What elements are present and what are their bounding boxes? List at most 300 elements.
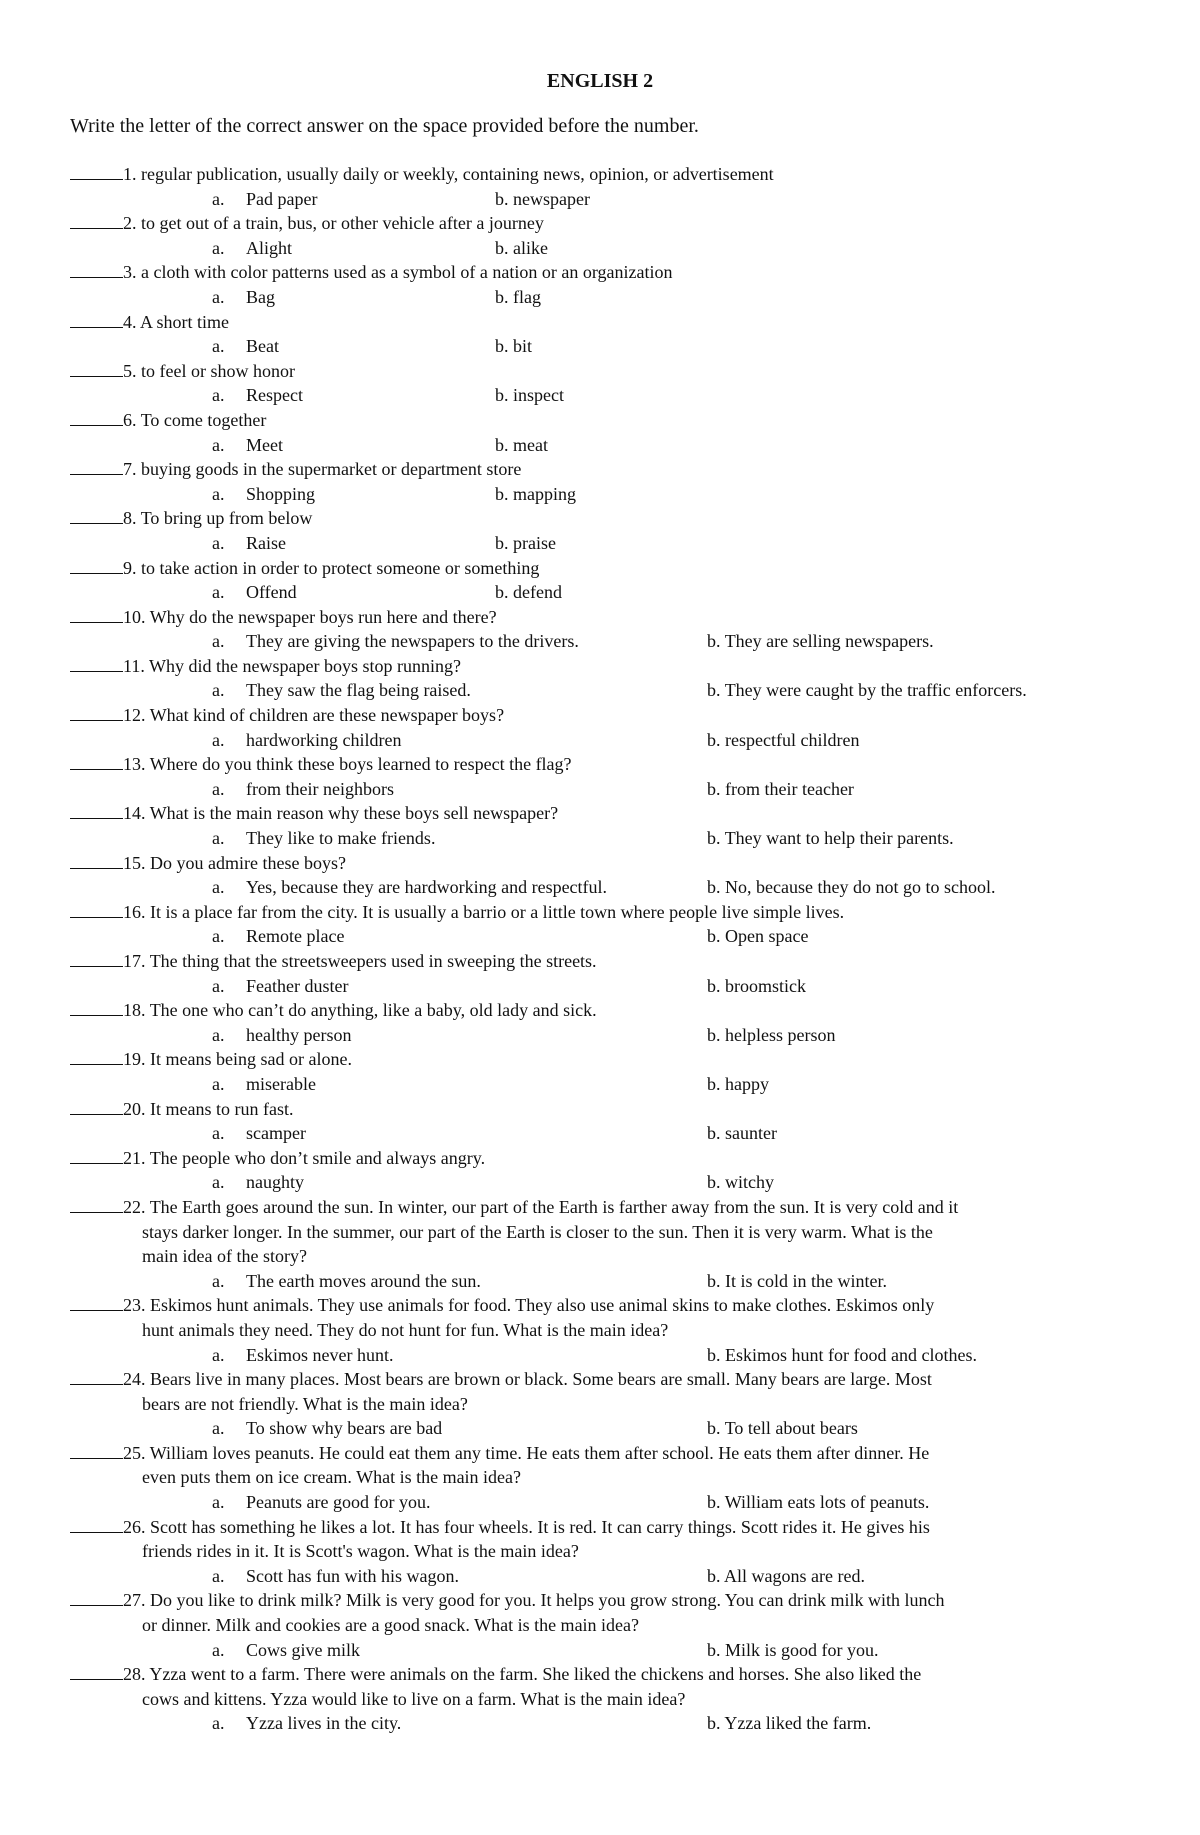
option-text: happy: [725, 1073, 769, 1094]
option-b[interactable]: [707, 1490, 929, 1515]
option-text: newspaper: [513, 188, 590, 209]
option-letter: b.: [495, 237, 513, 258]
question-line: [70, 654, 1150, 679]
option-letter: b.: [707, 975, 725, 996]
question-line: [70, 752, 1150, 777]
option-letter: b.: [707, 1344, 725, 1365]
answer-options: [70, 236, 1150, 261]
question-number: 8.: [123, 508, 137, 529]
option-b[interactable]: [707, 777, 854, 802]
answer-options: [70, 1170, 1150, 1195]
option-text: To tell about bears: [724, 1418, 858, 1439]
option-a[interactable]: [212, 187, 317, 212]
question-item: [70, 998, 1150, 1047]
option-a[interactable]: [212, 1564, 459, 1589]
question-text: To bring up from below: [140, 508, 313, 529]
option-b[interactable]: [707, 1711, 871, 1736]
option-text: They were caught by the traffic enforcers.: [724, 680, 1027, 701]
answer-options: [70, 1564, 1150, 1589]
option-letter: b.: [495, 385, 513, 406]
answer-options: [70, 1121, 1150, 1146]
question-line: [70, 408, 1150, 433]
option-letter: a.: [212, 680, 225, 701]
question-text: What is the main reason why these boys sell newspaper?: [149, 803, 559, 824]
question-line: [70, 1047, 1150, 1072]
question-item: [70, 752, 1150, 801]
question-text-continued: cows and kittens. Yzza would like to live on a farm. What is the main idea?: [142, 1688, 686, 1709]
option-text: Beat: [246, 336, 279, 357]
option-text: They want to help their parents.: [724, 828, 954, 849]
option-letter: b.: [495, 532, 513, 553]
question-item: [70, 359, 1150, 408]
option-letter: b.: [707, 1024, 725, 1045]
answer-options: [70, 777, 1150, 802]
option-letter: b.: [495, 483, 513, 504]
option-a[interactable]: [212, 629, 579, 654]
option-text: praise: [513, 532, 556, 553]
option-letter: b.: [707, 1270, 725, 1291]
answer-blank[interactable]: [70, 1001, 123, 1016]
answer-blank[interactable]: [70, 165, 123, 180]
question-number: 22.: [123, 1196, 146, 1217]
option-text: They are selling newspapers.: [724, 631, 934, 652]
question-number: 14.: [123, 803, 146, 824]
option-a[interactable]: [212, 1711, 401, 1736]
question-item: [70, 1441, 1150, 1515]
option-text: Offend: [246, 582, 297, 603]
question-number: 11.: [123, 655, 145, 676]
answer-blank[interactable]: [70, 1296, 123, 1311]
option-letter: b.: [707, 631, 725, 652]
answer-options: [70, 1269, 1150, 1294]
option-b[interactable]: [707, 1170, 774, 1195]
option-a[interactable]: [212, 482, 315, 507]
option-letter: a.: [212, 1270, 225, 1291]
question-item: [70, 506, 1150, 555]
option-text: Yzza liked the farm.: [724, 1713, 872, 1734]
answer-blank[interactable]: [70, 1518, 123, 1533]
option-letter: a.: [212, 828, 225, 849]
option-a[interactable]: [212, 678, 471, 703]
question-text-continued: or dinner. Milk and cookies are a good snack. What is the main idea?: [142, 1615, 640, 1636]
option-text: They like to make friends.: [246, 828, 436, 849]
option-text: broomstick: [725, 975, 806, 996]
question-number: 12.: [123, 705, 146, 726]
option-b[interactable]: [707, 924, 808, 949]
question-text: It means to run fast.: [150, 1098, 294, 1119]
option-b[interactable]: [707, 1343, 977, 1368]
option-text: Respect: [246, 385, 303, 406]
option-b[interactable]: [495, 482, 576, 507]
question-number: 9.: [123, 557, 137, 578]
answer-blank[interactable]: [70, 903, 123, 918]
question-text: The thing that the streetsweepers used in sweeping the streets.: [149, 951, 597, 971]
question-item: [70, 1588, 1150, 1662]
option-letter: a.: [212, 483, 225, 504]
option-b[interactable]: [707, 1416, 858, 1441]
answer-options: [70, 875, 1150, 900]
option-a[interactable]: [212, 826, 435, 851]
option-text: Raise: [246, 532, 286, 553]
option-text: naughty: [246, 1172, 304, 1193]
answer-options: [70, 1023, 1150, 1048]
option-text: Peanuts are good for you.: [246, 1492, 431, 1513]
option-a[interactable]: [212, 236, 292, 261]
question-number: 2.: [123, 213, 137, 234]
option-letter: b.: [707, 1172, 725, 1193]
option-a[interactable]: [212, 728, 401, 753]
answer-options: [70, 1638, 1150, 1663]
question-number: 7.: [123, 459, 137, 480]
question-line: [70, 310, 1150, 335]
question-line: [70, 457, 1150, 482]
answer-options: [70, 1072, 1150, 1097]
answer-blank[interactable]: [70, 559, 123, 574]
answer-blank[interactable]: [70, 411, 123, 426]
option-a[interactable]: [212, 580, 297, 605]
option-b[interactable]: [707, 1121, 777, 1146]
option-text: Remote place: [246, 926, 345, 947]
question-item: [70, 211, 1150, 260]
question-item: [70, 1515, 1150, 1589]
question-line: [70, 162, 1150, 187]
question-line: [70, 900, 1150, 925]
option-letter: a.: [212, 385, 225, 406]
option-a[interactable]: [212, 1121, 306, 1146]
option-a[interactable]: [212, 924, 344, 949]
answer-blank[interactable]: [70, 214, 123, 229]
question-text: William loves peanuts. He could eat them any time. He eats them after school. He eats them after dinner. He: [149, 1442, 930, 1463]
option-letter: a.: [212, 1418, 225, 1439]
answer-options: [70, 482, 1150, 507]
question-item: [70, 1146, 1150, 1195]
question-item: [70, 851, 1150, 900]
option-a[interactable]: [212, 1023, 351, 1048]
option-letter: a.: [212, 434, 225, 455]
option-letter: b.: [707, 1418, 725, 1439]
option-letter: a.: [212, 1123, 225, 1144]
option-a[interactable]: [212, 875, 607, 900]
option-letter: b.: [707, 1713, 725, 1734]
question-item: [70, 1293, 1150, 1367]
option-letter: a.: [212, 1344, 225, 1365]
option-letter: a.: [212, 237, 225, 258]
option-a[interactable]: [212, 777, 394, 802]
option-b[interactable]: [495, 285, 541, 310]
option-text: alike: [513, 237, 548, 258]
option-b[interactable]: [707, 1638, 879, 1663]
answer-blank[interactable]: [70, 755, 123, 770]
option-a[interactable]: [212, 1638, 360, 1663]
option-b[interactable]: [495, 433, 548, 458]
option-letter: b.: [707, 778, 725, 799]
question-item: [70, 703, 1150, 752]
option-letter: a.: [212, 1639, 225, 1660]
question-line: [70, 1367, 1150, 1392]
question-number: 3.: [123, 262, 137, 283]
option-text: Bag: [246, 286, 275, 307]
question-list: [70, 162, 1150, 1736]
option-letter: b.: [707, 1492, 725, 1513]
answer-blank[interactable]: [70, 1149, 123, 1164]
option-text: No, because they do not go to school.: [725, 877, 996, 898]
option-b[interactable]: [707, 1072, 769, 1097]
question-number: 24.: [123, 1369, 146, 1390]
option-a[interactable]: [212, 1269, 481, 1294]
option-a[interactable]: [212, 1072, 316, 1097]
answer-options: [70, 1343, 1150, 1368]
question-text-continued: stays darker longer. In the summer, our part of the Earth is closer to the sun. Then it is very warm. What is the: [142, 1221, 933, 1242]
question-line: [70, 703, 1150, 728]
option-text: Meet: [246, 434, 283, 455]
answer-blank[interactable]: [70, 657, 123, 672]
option-b[interactable]: [495, 580, 562, 605]
option-text: Shopping: [246, 483, 316, 504]
question-text: to feel or show honor: [141, 360, 295, 381]
question-item: [70, 801, 1150, 850]
question-line: [70, 1588, 1150, 1613]
answer-blank[interactable]: [70, 1100, 123, 1115]
option-letter: b.: [707, 680, 725, 701]
question-line: [70, 1097, 1150, 1122]
option-b[interactable]: [495, 236, 548, 261]
question-line: [70, 1146, 1150, 1171]
question-text: A short time: [140, 311, 230, 332]
option-letter: b.: [707, 1565, 725, 1586]
question-text: Eskimos hunt animals. They use animals for food. They also use animal skins to make clothes. Eskimos only: [150, 1295, 935, 1316]
question-text-continued: friends rides in it. It is Scott's wagon. What is the main idea?: [142, 1541, 579, 1562]
answer-blank[interactable]: [70, 706, 123, 721]
option-letter: b.: [707, 828, 725, 849]
question-line: [70, 1515, 1150, 1540]
question-item: [70, 1662, 1150, 1736]
question-line: [70, 211, 1150, 236]
option-letter: a.: [212, 188, 225, 209]
option-letter: b.: [707, 1073, 725, 1094]
answer-options: [70, 974, 1150, 999]
option-letter: b.: [495, 336, 513, 357]
question-item: [70, 900, 1150, 949]
option-b[interactable]: [495, 531, 556, 556]
question-number: 6.: [123, 409, 137, 430]
answer-options: [70, 1416, 1150, 1441]
question-item: [70, 260, 1150, 309]
answer-options: [70, 1490, 1150, 1515]
answer-blank[interactable]: [70, 608, 123, 623]
answer-options: [70, 678, 1150, 703]
option-b[interactable]: [495, 334, 532, 359]
option-text: meat: [513, 434, 548, 455]
question-text: The people who don’t smile and always angry.: [149, 1147, 486, 1168]
question-number: 26.: [123, 1516, 146, 1537]
option-b[interactable]: [707, 826, 954, 851]
option-letter: a.: [212, 286, 225, 307]
question-number: 10.: [123, 606, 146, 627]
option-a[interactable]: [212, 433, 283, 458]
answer-options: [70, 728, 1150, 753]
question-line: [70, 260, 1150, 285]
question-line: [70, 998, 1150, 1023]
question-line: [70, 605, 1150, 630]
option-text: The earth moves around the sun.: [246, 1270, 481, 1291]
option-a[interactable]: [212, 285, 275, 310]
option-text: from their neighbors: [246, 778, 394, 799]
option-text: Yzza lives in the city.: [246, 1713, 402, 1734]
option-letter: b.: [495, 434, 513, 455]
question-text: Yzza went to a farm. There were animals on the farm. She liked the chickens and horses. She also liked the: [149, 1664, 922, 1685]
option-letter: b.: [495, 286, 513, 307]
option-a[interactable]: [212, 531, 286, 556]
option-text: Eskimos hunt for food and clothes.: [725, 1344, 977, 1365]
answer-options: [70, 826, 1150, 851]
answer-options: [70, 433, 1150, 458]
option-b[interactable]: [707, 629, 934, 654]
question-line: [70, 801, 1150, 826]
question-text-continued: hunt animals they need. They do not hunt for fun. What is the main idea?: [142, 1319, 669, 1340]
question-number: 19.: [123, 1049, 146, 1070]
option-b[interactable]: [707, 1564, 865, 1589]
question-line: [70, 949, 1150, 974]
option-text: defend: [513, 582, 562, 603]
answer-options: [70, 1711, 1150, 1736]
option-b[interactable]: [707, 1023, 835, 1048]
answer-blank[interactable]: [70, 263, 123, 278]
option-letter: b.: [495, 582, 513, 603]
option-letter: a.: [212, 975, 225, 996]
option-letter: a.: [212, 778, 225, 799]
answer-options: [70, 924, 1150, 949]
answer-options: [70, 531, 1150, 556]
question-number: 4.: [123, 311, 137, 332]
question-item: [70, 556, 1150, 605]
answer-blank[interactable]: [70, 509, 123, 524]
question-number: 28.: [123, 1664, 146, 1685]
answer-blank[interactable]: [70, 1591, 123, 1606]
question-item: [70, 949, 1150, 998]
option-letter: a.: [212, 1492, 225, 1513]
option-a[interactable]: [212, 334, 279, 359]
question-item: [70, 1097, 1150, 1146]
option-text: To show why bears are bad: [246, 1418, 443, 1439]
option-text: William eats lots of peanuts.: [724, 1492, 930, 1513]
answer-blank[interactable]: [70, 1370, 123, 1385]
option-letter: b.: [707, 926, 725, 947]
option-b[interactable]: [707, 678, 1027, 703]
question-item: [70, 457, 1150, 506]
option-text: Open space: [725, 926, 809, 947]
question-item: [70, 1047, 1150, 1096]
question-number: 18.: [123, 1000, 146, 1021]
question-text: What kind of children are these newspaper boys?: [149, 705, 505, 726]
option-letter: b.: [707, 729, 725, 750]
question-text: Why did the newspaper boys stop running?: [149, 655, 461, 676]
question-number: 23.: [123, 1295, 146, 1316]
option-letter: a.: [212, 1565, 225, 1586]
answer-blank[interactable]: [70, 362, 123, 377]
option-b[interactable]: [707, 1269, 887, 1294]
question-text: to get out of a train, bus, or other vehicle after a journey: [141, 213, 544, 234]
option-letter: a.: [212, 1172, 225, 1193]
question-item: [70, 162, 1150, 211]
option-a[interactable]: [212, 974, 348, 999]
option-b[interactable]: [707, 728, 859, 753]
option-text: Feather duster: [246, 975, 349, 996]
answer-blank[interactable]: [70, 1665, 123, 1680]
question-text: buying goods in the supermarket or department store: [141, 459, 522, 480]
option-text: They are giving the newspapers to the drivers.: [246, 631, 579, 652]
question-number: 25.: [123, 1442, 146, 1463]
option-letter: a.: [212, 1073, 225, 1094]
option-text: Pad paper: [246, 188, 318, 209]
option-a[interactable]: [212, 1343, 393, 1368]
option-b[interactable]: [495, 383, 564, 408]
option-b[interactable]: [707, 875, 995, 900]
answer-blank[interactable]: [70, 952, 123, 967]
option-letter: a.: [212, 729, 225, 750]
option-text: Milk is good for you.: [725, 1639, 879, 1660]
option-b[interactable]: [707, 974, 806, 999]
question-text: a cloth with color patterns used as a symbol of a nation or an organization: [141, 262, 673, 283]
option-a[interactable]: [212, 1490, 430, 1515]
option-letter: b.: [707, 877, 725, 898]
page-title: ENGLISH 2: [546, 70, 654, 92]
question-text: Why do the newspaper boys run here and there?: [149, 606, 497, 627]
question-item: [70, 1195, 1150, 1293]
question-number: 21.: [123, 1147, 146, 1168]
answer-blank[interactable]: [70, 1444, 123, 1459]
answer-blank[interactable]: [70, 854, 123, 869]
option-text: scamper: [246, 1123, 306, 1144]
option-b[interactable]: [495, 187, 590, 212]
option-text: hardworking children: [246, 729, 402, 750]
option-a[interactable]: [212, 1170, 304, 1195]
question-text: Scott has something he likes a lot. It has four wheels. It is red. It can carry things. Scott rides it. He gives his: [150, 1516, 930, 1537]
option-text: It is cold in the winter.: [725, 1270, 887, 1291]
question-item: [70, 605, 1150, 654]
question-text-continued: bears are not friendly. What is the main idea?: [142, 1393, 468, 1414]
option-a[interactable]: [212, 1416, 442, 1441]
question-line: [70, 1293, 1150, 1318]
answer-options: [70, 285, 1150, 310]
option-a[interactable]: [212, 383, 303, 408]
question-text-continued: main idea of the story?: [142, 1246, 307, 1267]
answer-blank[interactable]: [70, 313, 123, 328]
option-letter: a.: [212, 631, 225, 652]
option-text: mapping: [513, 483, 576, 504]
question-line: [70, 1195, 1150, 1220]
option-text: bit: [513, 336, 533, 357]
question-text: regular publication, usually daily or weekly, containing news, opinion, or advertisement: [141, 164, 774, 184]
option-text: miserable: [246, 1073, 316, 1094]
option-text: inspect: [513, 385, 564, 406]
option-text: Eskimos never hunt.: [246, 1344, 394, 1365]
answer-options: [70, 383, 1150, 408]
answer-blank[interactable]: [70, 804, 123, 819]
question-item: [70, 310, 1150, 359]
question-text: to take action in order to protect someone or something: [141, 557, 540, 578]
answer-options: [70, 580, 1150, 605]
question-number: 1.: [123, 164, 137, 184]
answer-blank[interactable]: [70, 1050, 123, 1065]
option-text: witchy: [725, 1172, 774, 1193]
option-text: helpless person: [725, 1024, 836, 1045]
answer-options: [70, 629, 1150, 654]
answer-blank[interactable]: [70, 1198, 123, 1213]
option-letter: a.: [212, 1713, 225, 1734]
answer-blank[interactable]: [70, 460, 123, 475]
answer-options: [70, 334, 1150, 359]
option-text: from their teacher: [725, 778, 854, 799]
